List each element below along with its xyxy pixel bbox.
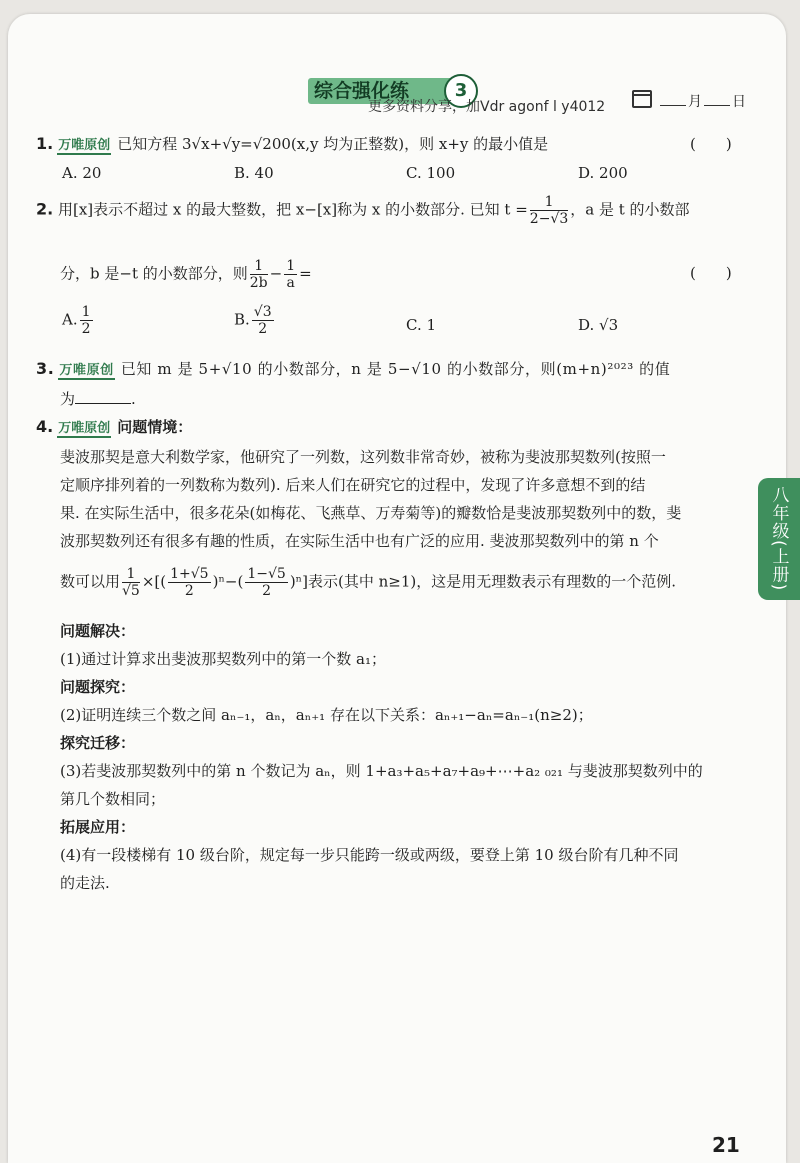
sub-question-4-line-2: 的走法.: [60, 874, 110, 892]
subheading-solve: 问题解决：: [60, 622, 136, 640]
question-1: 1. 万唯原创 已知方程 3√x+√y=√200(x,y 均为正整数)，则 x+y 的最小值是: [36, 134, 549, 153]
question-4-heading: 4. 万唯原创 问题情境：: [36, 417, 193, 436]
subheading-transfer: 探究迁移：: [60, 734, 136, 752]
question-3-line-1: 3. 万唯原创 已知 m 是 5+√10 的小数部分，n 是 5−√10 的小数部分，则(m+n)²⁰²³ 的值: [36, 359, 671, 378]
question-3-line-2: 为 .: [60, 390, 136, 408]
brand-tag: 万唯原创: [57, 134, 111, 155]
watermark-text: 更多资料分享，加Vdr agonf l y4012: [368, 99, 606, 115]
question-2-line-2: 分，b 是−t 的小数部分，则 $\frac{1}{2b}$ − $\frac{1}{a}$ =: [60, 258, 312, 291]
answer-bracket-2: ( ): [690, 264, 732, 282]
q4-paragraph-line-4: 波那契数列还有很多有趣的性质，在实际生活中也有广泛的应用. 斐波那契数列中的第 n 个: [60, 532, 659, 550]
date-field: 月 日: [632, 90, 746, 111]
page-number: 21: [712, 1133, 740, 1157]
q2-option-d: D. √3: [578, 316, 619, 334]
q4-paragraph-line-3: 果. 在实际生活中，很多花朵(如梅花、飞燕草、万寿菊等)的瓣数恰是斐波那契数列中的数，斐: [60, 504, 682, 522]
q1-option-b: B. 40: [234, 164, 274, 182]
q2-option-c: C. 1: [406, 316, 437, 334]
subheading-apply: 拓展应用：: [60, 818, 136, 836]
q2-option-b: B. $\frac{√3}{2}$: [234, 304, 272, 337]
q4-paragraph-line-2: 定顺序排列着的一列数称为数列). 后来人们在研究它的过程中，发现了许多意想不到的结: [60, 476, 646, 494]
grade-side-tab: 八年级(上册): [758, 478, 800, 600]
subheading-explore: 问题探究：: [60, 678, 136, 696]
q4-paragraph-line-5: 数可以用 $\frac{1}{√5}$ ×[( $\frac{1+√5}{2}$ )ⁿ−( $\frac{1-√5}{2}$ )ⁿ]表示(其中 n≥1)，这是用无理数表示有理数的一个范例.: [60, 566, 677, 599]
answer-blank: [75, 403, 131, 404]
q1-option-d: D. 200: [578, 164, 628, 182]
q4-paragraph-line-1: 斐波那契是意大利数学家，他研究了一列数，这列数非常奇妙，被称为斐波那契数列(按照一: [60, 448, 666, 466]
q2-option-a: A. $\frac{1}{2}$: [62, 304, 91, 337]
sub-question-3-line-2: 第几个数相同；: [60, 790, 166, 808]
sub-question-4-line-1: (4)有一段楼梯有 10 级台阶，规定每一步只能跨一级或两级，要登上第 10 级台阶有几种不同: [60, 846, 679, 864]
fraction: $\frac{1}{2-√3}$: [529, 194, 569, 227]
answer-bracket-1: ( ): [690, 135, 732, 153]
sub-question-1: (1)通过计算求出斐波那契数列中的第一个数 a₁；: [60, 650, 386, 668]
question-2-line-1: 2. 用[x]表示不超过 x 的最大整数，把 x−[x]称为 x 的小数部分. 已知 t = $\frac{1}{2-√3}$ ，a 是 t 的小数部: [36, 194, 690, 227]
sub-question-3-line-1: (3)若斐波那契数列中的第 n 个数记为 aₙ，则 1+a₃+a₅+a₇+a₉+⋯+a₂ ₀₂₁ 与斐波那契数列中的: [60, 762, 703, 780]
sub-question-2: (2)证明连续三个数之间 aₙ₋₁，aₙ，aₙ₊₁ 存在以下关系：aₙ₊₁−aₙ=aₙ₋₁(n≥2)；: [60, 706, 593, 724]
q1-option-c: C. 100: [406, 164, 456, 182]
calendar-icon: [632, 90, 652, 108]
q1-option-a: A. 20: [62, 164, 102, 182]
section-title: 综合强化练: [308, 78, 464, 104]
section-number-badge: 3: [444, 74, 478, 108]
